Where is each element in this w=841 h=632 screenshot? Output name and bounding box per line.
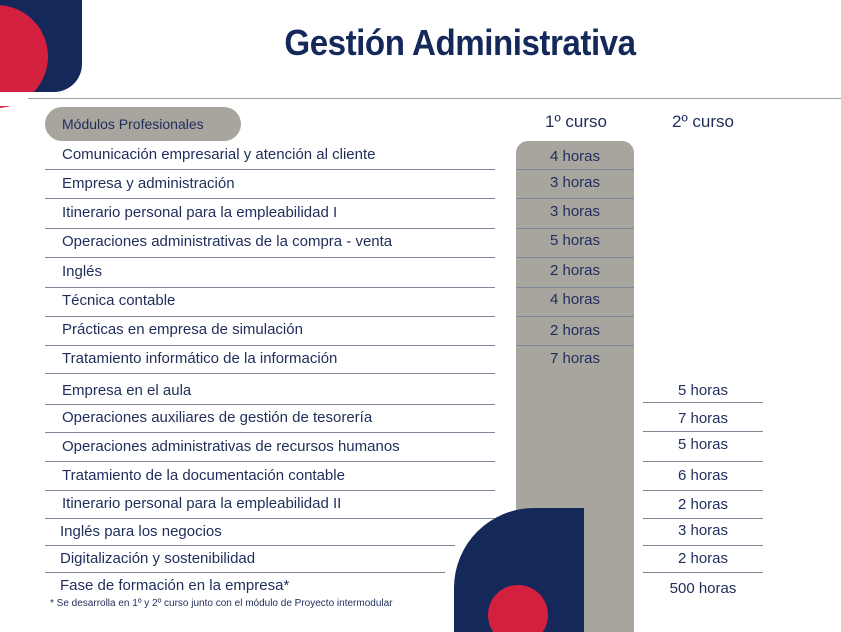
row-divider <box>45 345 495 346</box>
year2-hours: 6 horas <box>677 467 729 484</box>
module-name: Digitalización y sostenibilidad <box>60 550 256 567</box>
hours-divider <box>643 461 763 462</box>
hours-divider <box>516 169 634 170</box>
year2-hours: 2 horas <box>677 496 729 513</box>
year1-hours: 4 horas <box>549 291 601 308</box>
row-divider <box>45 373 495 374</box>
year1-hours: 2 horas <box>549 322 601 339</box>
hours-divider <box>643 402 763 403</box>
module-name: Fase de formación en la empresa* <box>60 577 290 594</box>
year2-hours: 5 horas <box>677 382 729 399</box>
year1-hours: 3 horas <box>549 203 601 220</box>
row-divider <box>45 490 495 491</box>
year2-header: 2º curso <box>672 112 734 131</box>
hours-divider <box>516 316 634 317</box>
corner-decoration-gap <box>0 92 40 106</box>
row-divider <box>45 198 495 199</box>
row-divider <box>45 287 495 288</box>
hours-divider <box>516 345 634 346</box>
year1-hours: 5 horas <box>549 232 601 249</box>
module-name: Empresa y administración <box>62 175 235 192</box>
module-name: Itinerario personal para la empleabilidad II <box>62 495 342 512</box>
hours-divider <box>643 490 763 491</box>
hours-divider <box>516 287 634 288</box>
row-divider <box>45 572 445 573</box>
year1-hours: 7 horas <box>549 350 601 367</box>
year2-hours: 500 horas <box>669 580 737 597</box>
year2-hours: 2 horas <box>677 550 729 567</box>
module-name: Operaciones auxiliares de gestión de tesorería <box>62 409 373 426</box>
module-name: Inglés para los negocios <box>60 523 222 540</box>
year2-hours: 5 horas <box>677 436 729 453</box>
module-name: Itinerario personal para la empleabilidad I <box>62 204 338 221</box>
row-divider <box>45 228 495 229</box>
year1-header: 1º curso <box>545 112 607 131</box>
row-divider <box>45 169 495 170</box>
page-title: Gestión Administrativa <box>284 22 636 63</box>
module-name: Tratamiento de la documentación contable <box>62 467 345 484</box>
hours-divider <box>643 431 763 432</box>
footnote: * Se desarrolla en 1º y 2º curso junto con el módulo de Proyecto intermodular <box>50 598 393 609</box>
hours-divider <box>516 257 634 258</box>
module-name: Empresa en el aula <box>62 382 192 399</box>
module-name: Operaciones administrativas de la compra - venta <box>62 233 393 250</box>
year2-hours: 3 horas <box>677 522 729 539</box>
modules-header-pill: Módulos Profesionales <box>45 107 241 141</box>
module-name: Operaciones administrativas de recursos humanos <box>62 438 400 455</box>
year1-hours: 2 horas <box>549 262 601 279</box>
row-divider <box>45 518 495 519</box>
module-name: Prácticas en empresa de simulación <box>62 321 303 338</box>
row-divider <box>45 461 495 462</box>
row-divider <box>45 404 495 405</box>
module-name: Inglés <box>62 263 103 280</box>
module-name: Tratamiento informático de la información <box>62 350 338 367</box>
row-divider <box>45 545 455 546</box>
module-name: Técnica contable <box>62 292 176 309</box>
hours-divider <box>516 198 634 199</box>
year1-hours: 3 horas <box>549 174 601 191</box>
row-divider <box>45 257 495 258</box>
hours-divider <box>516 228 634 229</box>
year1-hours: 4 horas <box>549 148 601 165</box>
module-name: Comunicación empresarial y atención al cliente <box>62 146 376 163</box>
title-divider <box>28 98 841 99</box>
hours-divider <box>643 572 763 573</box>
row-divider <box>45 316 495 317</box>
row-divider <box>45 432 495 433</box>
hours-divider <box>643 518 763 519</box>
year2-hours: 7 horas <box>677 410 729 427</box>
hours-divider <box>643 545 763 546</box>
